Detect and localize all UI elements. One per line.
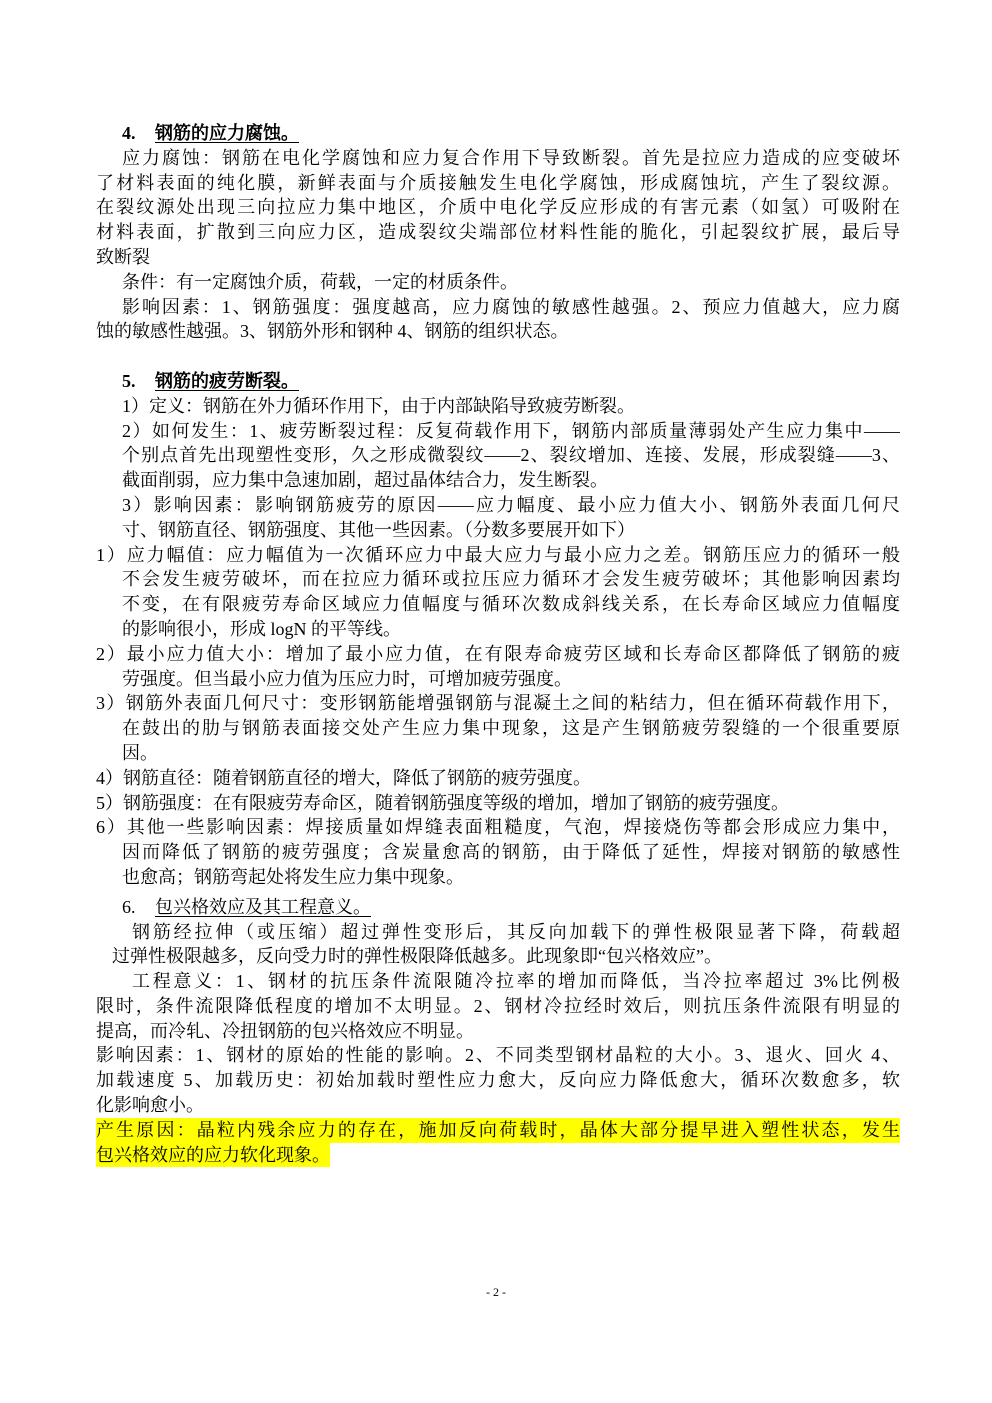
text-line: 应力腐蚀：钢筋在电化学腐蚀和应力复合作用下导致断裂。首先是拉应力造成的应变破坏 xyxy=(122,147,900,168)
text-line: 过弹性极限越多，反向受力时的弹性极限降低越多。此现象即“包兴格效应”。 xyxy=(112,946,722,967)
text-line: 致断裂 xyxy=(96,246,150,267)
text-line: 影响因素：1、钢材的原始的性能的影响。2、不同类型钢材晶粒的大小。3、退火、回火 4、 xyxy=(96,1045,900,1066)
section-title: 钢筋的应力腐蚀。 xyxy=(155,123,299,143)
text-line: 在裂纹源处出现三向拉应力集中地区，介质中电化学反应形成的有害元素（如氢）可吸附在 xyxy=(96,197,900,218)
text-line: 劳强度。但当最小应力值为压应力时，可增加疲劳强度。 xyxy=(122,668,572,689)
text-line: 寸、钢筋直径、钢筋强度、其他一些因素。（分数多要展开如下） xyxy=(122,519,635,540)
section-number: 5. xyxy=(122,370,136,391)
text-line: 2）最小应力值大小：增加了最小应力值，在有限寿命疲劳区域和长寿命区都降低了钢筋的疲 xyxy=(96,643,900,664)
text-line: 2）如何发生：1、疲劳断裂过程：反复荷载作用下，钢筋内部质量薄弱处产生应力集中—— xyxy=(122,420,900,441)
text-line: 5）钢筋强度：在有限疲劳寿命区，随着钢筋强度等级的增加，增加了钢筋的疲劳强度。 xyxy=(96,792,789,813)
document-body xyxy=(96,121,900,1167)
text-line: 工程意义：1、钢材的抗压条件流限随冷拉率的增加而降低，当冷拉率超过 3%比例极 xyxy=(132,971,900,992)
text-line: 也愈高；钢筋弯起处将发生应力集中现象。 xyxy=(122,866,464,887)
text-line: 提高，而冷轧、冷扭钢筋的包兴格效应不明显。 xyxy=(96,1020,474,1041)
text-line: 蚀的敏感性越强。3、钢筋外形和钢种 4、钢筋的组织状态。 xyxy=(96,321,569,342)
text-line: 影响因素：1、钢筋强度：强度越高，应力腐蚀的敏感性越强。2、预应力值越大，应力腐 xyxy=(122,296,900,317)
text-line: 3）影响因素：影响钢筋疲劳的原因——应力幅度、最小应力值大小、钢筋外表面几何尺 xyxy=(122,494,900,515)
section-heading-s5 xyxy=(96,369,900,394)
blank-line xyxy=(96,344,900,369)
text-line: 因而降低了钢筋的疲劳强度；含炭量愈高的钢筋，由于降低了延性，焊接对钢筋的敏感性 xyxy=(122,842,900,863)
section-title: 包兴格效应及其工程意义。 xyxy=(155,896,371,917)
text-line: 条件：有一定腐蚀介质，荷载，一定的材质条件。 xyxy=(122,271,518,292)
text-line: 因。 xyxy=(122,742,158,763)
text-line: 个别点首先出现塑性变形，久之形成微裂纹——2、裂纹增加、连接、发展，形成裂缝——3、 xyxy=(122,445,900,466)
text-line: 加载速度 5、加载历史：初始加载时塑性应力愈大，反向应力降低愈大，循环次数愈多，软 xyxy=(96,1070,900,1091)
text-line: 限时，条件流限降低程度的增加不太明显。2、钢材冷拉经时效后，则抗压条件流限有明显的 xyxy=(96,995,900,1016)
text-line: 1）定义：钢筋在外力循环作用下，由于内部缺陷导致疲劳断裂。 xyxy=(122,395,635,416)
text-line: 了材料表面的纯化膜，新鲜表面与介质接触发生电化学腐蚀，形成腐蚀坑，产生了裂纹源。 xyxy=(96,172,900,193)
text-line: 4）钢筋直径：随着钢筋直径的增大，降低了钢筋的疲劳强度。 xyxy=(96,767,591,788)
section-heading-s4 xyxy=(96,121,900,146)
text-line: 不会发生疲劳破坏，而在拉应力循环或拉压应力循环才会发生疲劳破坏；其他影响因素均 xyxy=(122,569,900,590)
text-line: 6）其他一些影响因素：焊接质量如焊缝表面粗糙度，气泡，焊接烧伤等都会形成应力集中， xyxy=(96,817,900,838)
highlighted-text-line: 包兴格效应的应力软化现象。 xyxy=(96,1143,330,1168)
text-line: 在鼓出的肋与钢筋表面接交处产生应力集中现象，这是产生钢筋疲劳裂缝的一个很重要原 xyxy=(122,718,900,739)
section-number: 6. xyxy=(122,896,136,917)
text-line: 不变，在有限疲劳寿命区域应力值幅度与循环次数成斜线关系，在长寿命区域应力值幅度 xyxy=(122,594,900,615)
section-number: 4. xyxy=(122,123,136,143)
text-line: 1）应力幅值：应力幅值为一次循环应力中最大应力与最小应力之差。钢筋压应力的循环一般 xyxy=(96,544,900,565)
text-line: 化影响愈小。 xyxy=(96,1095,204,1116)
text-line: 截面削弱，应力集中急速加剧，超过晶体结合力，发生断裂。 xyxy=(122,470,608,491)
text-line: 钢筋经拉伸（或压缩）超过弹性变形后，其反向加载下的弹性极限显著下降，荷载超 xyxy=(132,921,900,942)
page-number: - 2 - xyxy=(486,1285,506,1299)
text-line: 3）钢筋外表面几何尺寸：变形钢筋能增强钢筋与混凝土之间的粘结力，但在循环荷载作用下， xyxy=(96,693,900,714)
text-line: 的影响很小，形成 logN 的平等线。 xyxy=(122,618,401,639)
text-line: 材料表面，扩散到三向应力区，造成裂纹尖端部位材料性能的脆化，引起裂纹扩展，最后导 xyxy=(96,222,900,243)
section-heading-s6 xyxy=(96,895,900,920)
section-title: 钢筋的疲劳断裂。 xyxy=(155,370,299,391)
highlighted-text-line: 产生原因：晶粒内残余应力的存在，施加反向荷载时，晶体大部分提早进入塑性状态，发生 xyxy=(96,1118,900,1143)
